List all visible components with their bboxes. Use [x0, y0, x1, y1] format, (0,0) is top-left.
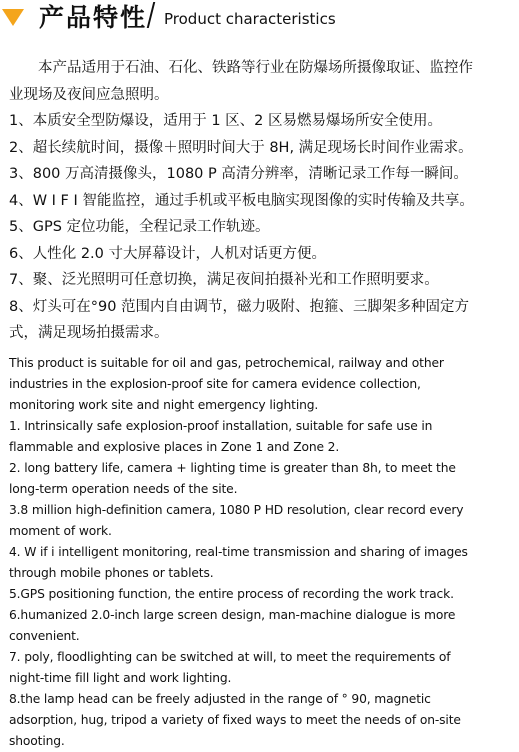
cn-feature-item: 3、800 万高清摄像头，1080 P 高清分辨率，清晰记录工作每一瞬间。	[9, 166, 468, 182]
cn-feature-item: 6、人性化 2.0 寸大屏幕设计，人机对话更方便。	[9, 245, 327, 262]
cn-feature-item: 5、GPS 定位功能，全程记录工作轨迹。	[9, 219, 270, 235]
en-feature-item: 1. Intrinsically safe explosion-proof installation, suitable for safe use in flammable and explosive places in Zone 1 and Zone 2.	[9, 419, 433, 454]
cn-feature-item: 8、灯头可在°90 范围内自由调节，磁力吸附、抱箍、三脚架多种固定方式，满足现场拍摄需求。	[9, 298, 470, 341]
en-feature-item: 3.8 million high-definition camera, 1080 P HD resolution, clear record every moment of work.	[9, 503, 464, 538]
en-intro-paragraph: This product is suitable for oil and gas, petrochemical, railway and other industries in the explosion-proof site for camera evidence collection, monitoring work site and night emergency lighting.	[9, 356, 444, 412]
chinese-description	[9, 55, 487, 347]
en-feature-item: 2. long battery life, camera + lighting time is greater than 8h, to meet the long-term operation needs of the site.	[9, 461, 456, 496]
en-feature-item: 5.GPS positioning function, the entire process of recording the work track.	[9, 587, 454, 601]
cn-intro-paragraph: 本产品适用于石油、石化、铁路等行业在防爆场所摄像取证、监控作业现场及夜间应急照明。	[9, 60, 473, 103]
section-title-en: Product characteristics	[164, 10, 336, 28]
en-feature-item: 8.the lamp head can be freely adjusted in the range of ° 90, magnetic adsorption, hug, tripod a variety of fixed ways to meet the needs of on-site shooting.	[9, 692, 461, 748]
cn-feature-item: 4、W I F I 智能监控，通过手机或平板电脑实现图像的实时传输及共享。	[9, 192, 474, 209]
section-title-cn: 产品特性	[39, 3, 148, 32]
title-divider-slash	[147, 2, 155, 28]
en-feature-item: 6.humanized 2.0-inch large screen design, man-machine dialogue is more convenient.	[9, 608, 456, 643]
section-header	[0, 0, 519, 40]
cn-feature-item: 2、超长续航时间，摄像＋照明时间大于 8H, 满足现场长时间作业需求。	[9, 139, 473, 156]
cn-feature-item: 1、本质安全型防爆设，适用于 1 区、2 区易燃易爆场所安全使用。	[9, 113, 443, 129]
triangle-marker-icon	[2, 9, 24, 26]
en-feature-item: 4. W if i intelligent monitoring, real-time transmission and sharing of images through mobile phones or tablets.	[9, 545, 468, 580]
english-description	[9, 353, 481, 752]
en-feature-item: 7. poly, floodlighting can be switched at will, to meet the requirements of night-time fill light and work lighting.	[9, 650, 451, 685]
cn-feature-item: 7、聚、泛光照明可任意切换，满足夜间拍摄补光和工作照明要求。	[9, 272, 439, 288]
